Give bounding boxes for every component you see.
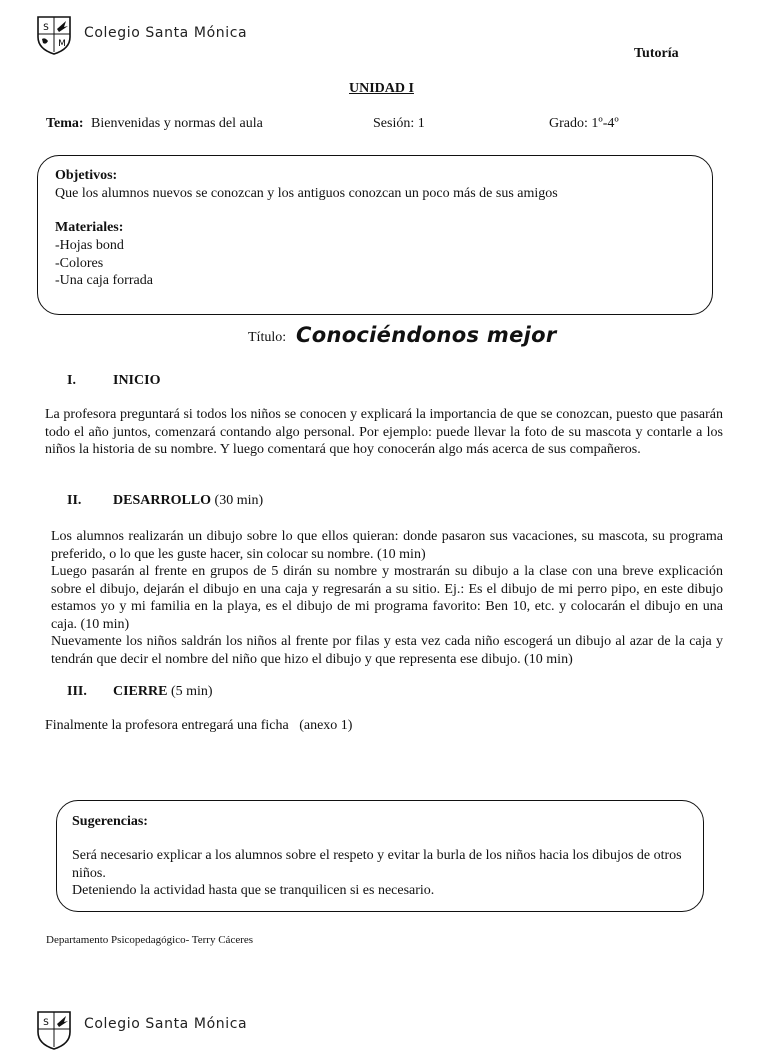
bird-icon [57,21,68,32]
section-heading-inicio: INICIO [113,373,161,388]
section-number: I. [67,373,76,388]
next-page-school-name: Colegio Santa Mónica [84,1016,248,1032]
school-logo [36,15,72,55]
next-page-logo [36,1010,72,1050]
materials-label: Materiales: [55,220,124,235]
suggestions-box [56,800,704,912]
objectives-text: Que los alumnos nuevos se conozcan y los antiguos conozcan un poco más de sus amigos [55,186,558,201]
bird-icon [57,1016,68,1027]
meta-row [46,116,726,136]
desarrollo-paragraph: Nuevamente los niños saldrán los niños al frente por filas y esta vez cada niño escogerá un dibujo al azar de la caja y tendrán que decir el nombre del niño que hizo el dibujo y que representa ese dibujo. (10 min) [51,634,723,667]
material-item: -Hojas bond [55,238,124,253]
logo-letter-s: S [43,23,49,33]
cierre-text: Finalmente la profesora entregará una ficha (anexo 1) [45,718,353,733]
tema-label: Tema: [46,116,84,131]
objectives-box [37,155,713,315]
section-heading-cierre [113,684,213,700]
tema-value: Bienvenidas y normas del aula [91,116,263,131]
material-item: -Una caja forrada [55,273,153,288]
desarrollo-body [51,528,723,668]
title-label: Título: [248,330,287,345]
material-item: -Colores [55,255,104,271]
logo-letter-s: S [43,1018,49,1028]
desarrollo-paragraph: Los alumnos realizarán un dibujo sobre lo que ellos quieran: donde pasaron sus vacaciones, su mascota, su programa preferido, o lo que les guste hacer, sin colocar su nombre. (10 min) [51,529,723,562]
department-footer: Departamento Psicopedagógico- Terry Cáceres [46,934,254,946]
materials-list [55,237,153,290]
cierre-heading: CIERRE [113,684,168,699]
suggestions-text [72,847,692,900]
desarrollo-paragraph: Luego pasarán al frente en grupos de 5 dirán su nombre y mostrarán su dibujo a la clase con una breve explicación sobre el dibujo, dejarán el dibujo en una caja y regresarán a su sitio. Ej.: Es el dibujo de mi perro pipo, en este dibujo estamos yo y mi familia en la playa, es el dibujo de mi programa favorito: Ben 10, etc. y colocarán el dibujo en una caja. (10 min) [51,564,723,632]
suggestions-label: Sugerencias: [72,814,148,829]
logo-letter-m: M [58,39,66,49]
section-number: III. [67,684,87,699]
emblem-mark-icon [42,38,48,43]
section-heading-desarrollo [113,493,263,509]
cierre-duration: (5 min) [170,684,213,699]
desarrollo-heading: DESARROLLO [113,493,212,508]
shield-icon [36,15,72,55]
lesson-title: Conociéndonos mejor [296,323,557,347]
desarrollo-duration: (30 min) [214,493,264,508]
school-name: Colegio Santa Mónica [84,25,248,41]
objectives-label: Objetivos: [55,168,118,183]
suggestion-line: Será necesario explicar a los alumnos sobre el respeto y evitar la burla de los niños hacia los dibujos de otros niños. [72,848,682,881]
section-number: II. [67,493,82,508]
subject-label: Tutoría [634,46,679,61]
session-label: Sesión: 1 [373,116,425,131]
inicio-text: La profesora preguntará si todos los niños se conocen y explicará la importancia de que se conozcan, puesto que pasarán todo el año juntos, comenzará contando algo personal. Por ejemplo: puede llevar la foto de su mascota y contarle a los niños la historia de su nombre. Y luego comentará que hoy conocerán algo más acerca de sus compañeros. [45,407,723,457]
shield-icon [36,1010,72,1050]
grade-label: Grado: 1º-4º [549,116,619,131]
suggestion-line: Deteniendo la actividad hasta que se tranquilicen si es necesario. [72,883,435,898]
unit-title: UNIDAD I [349,81,414,96]
